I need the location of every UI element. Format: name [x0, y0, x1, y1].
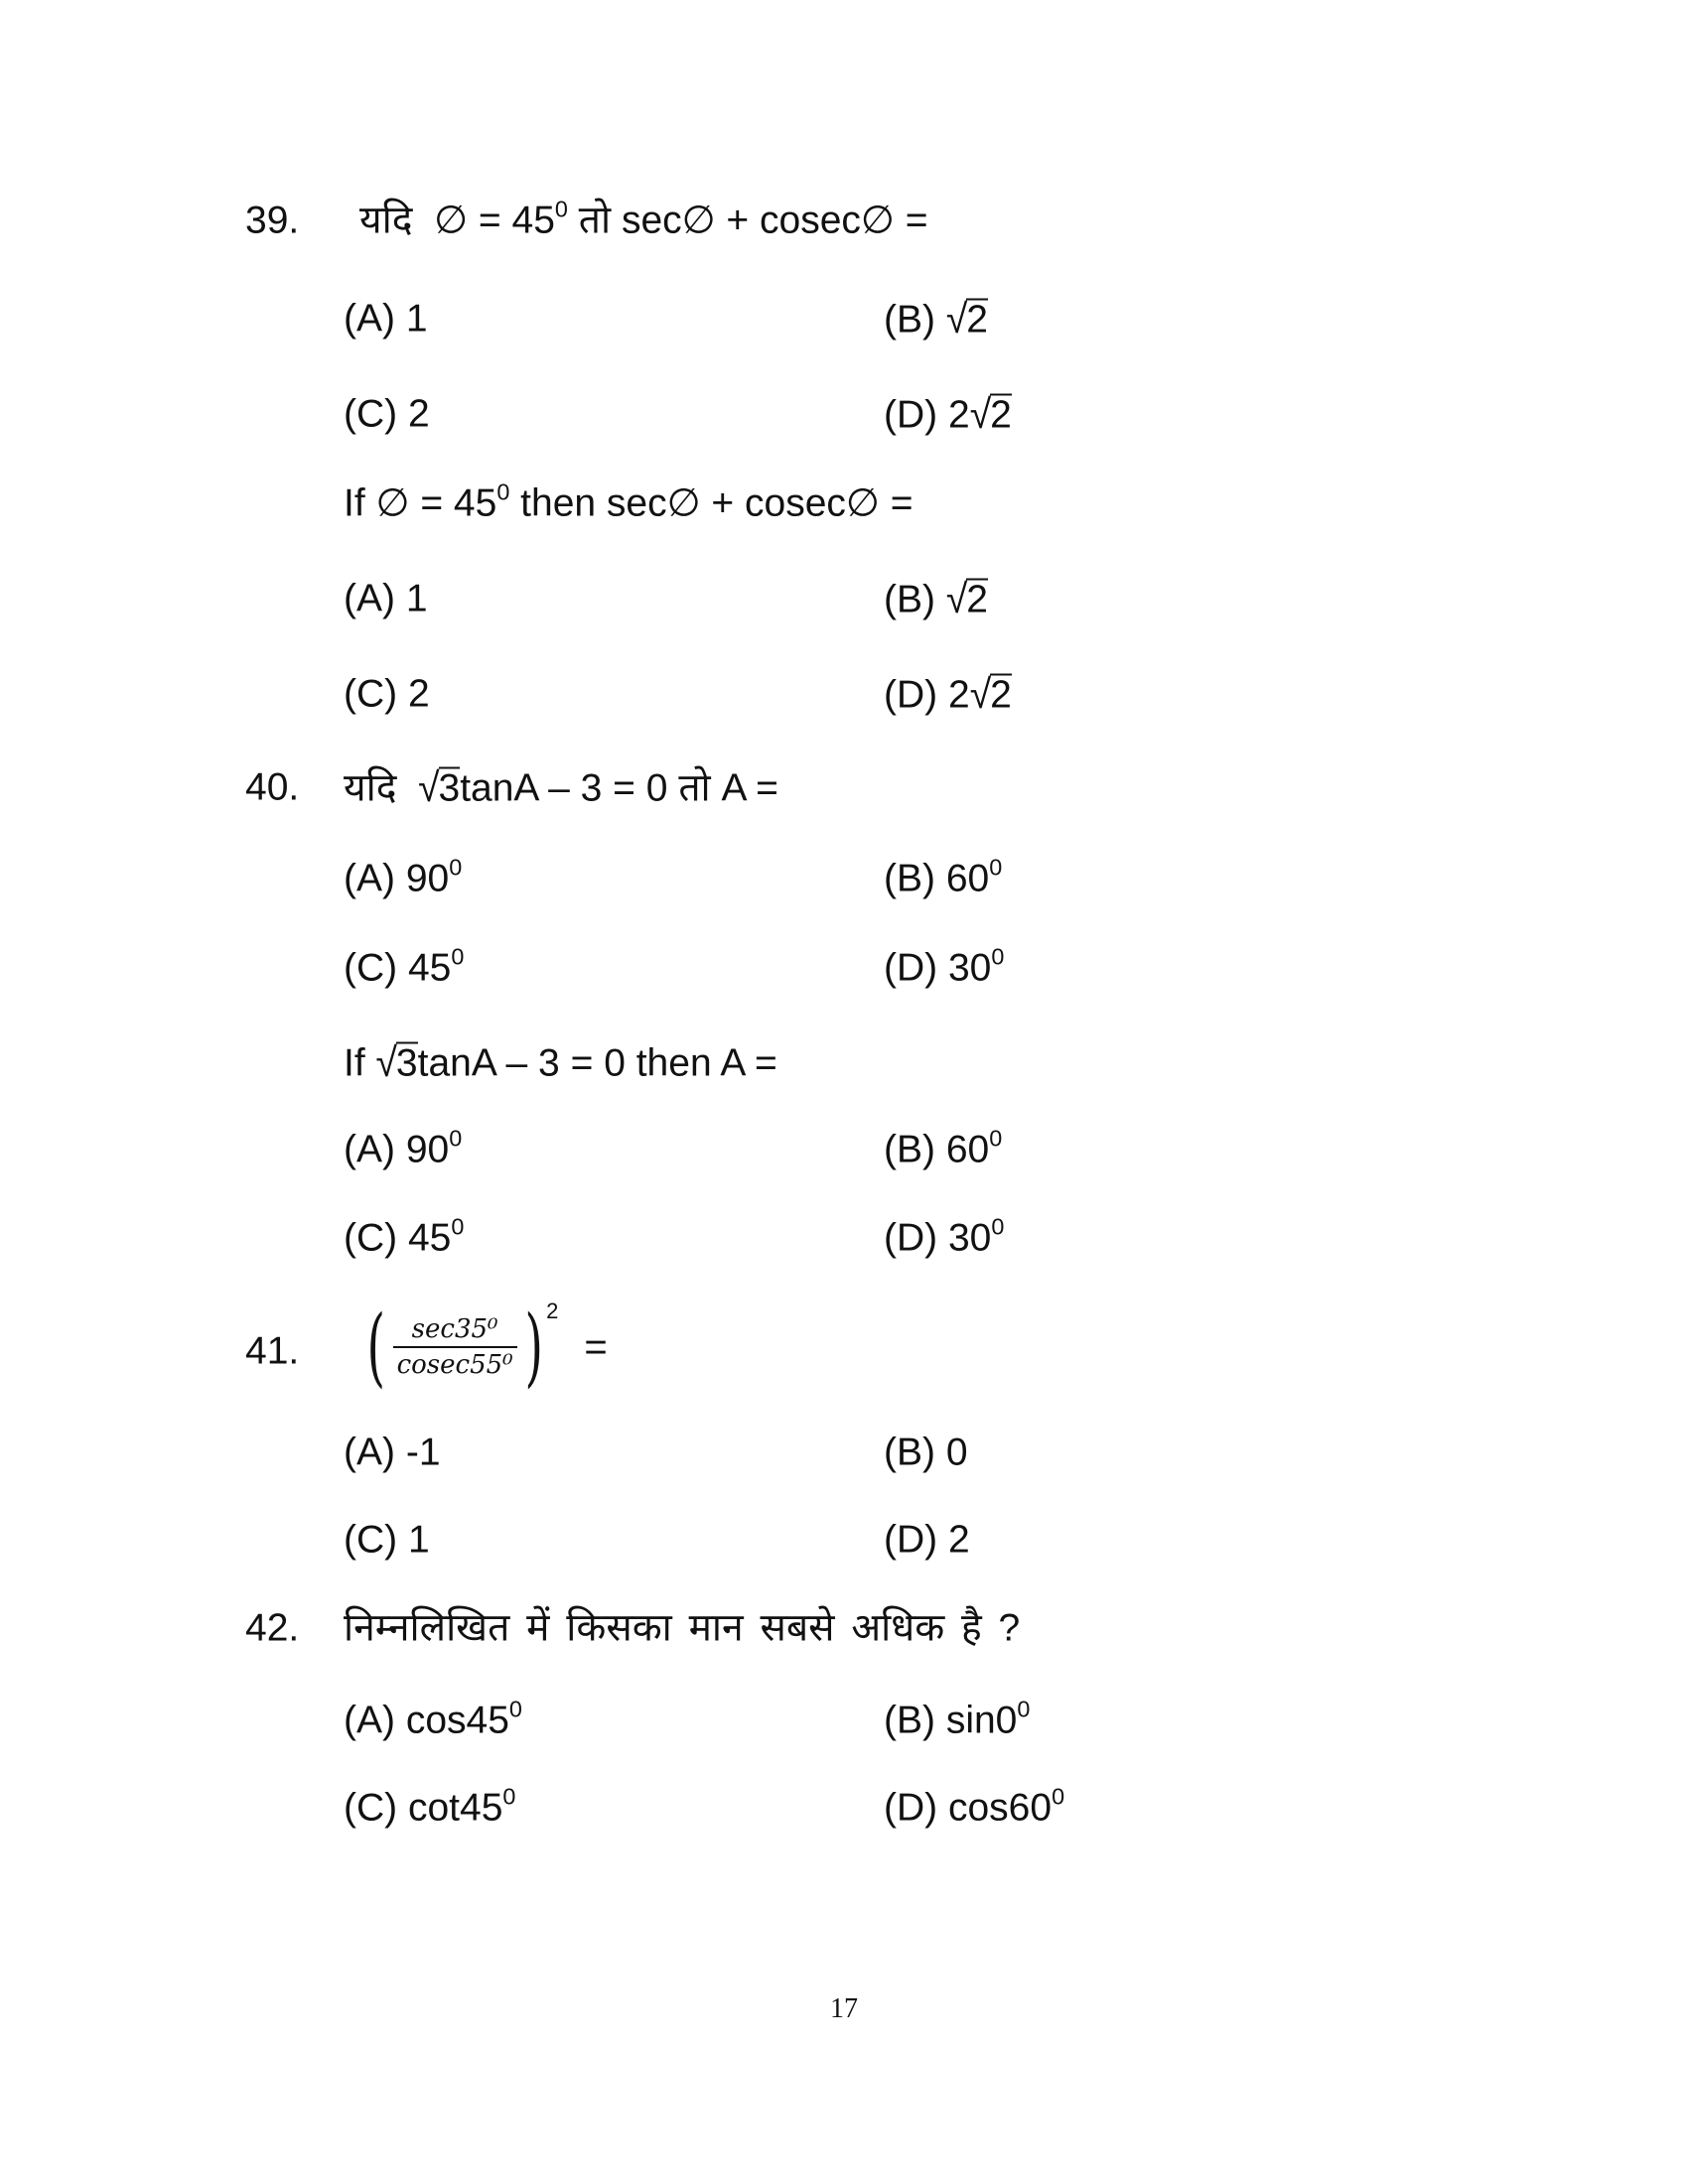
option-value: cos60	[947, 1786, 1053, 1830]
option-c[interactable]	[344, 1783, 516, 1830]
option-coef: 2	[947, 673, 970, 717]
fraction	[393, 1314, 517, 1380]
option-d[interactable]	[884, 1213, 1005, 1260]
option-label: (D)	[884, 1518, 948, 1562]
option-b[interactable]	[884, 1433, 968, 1472]
option-label: (C)	[344, 392, 408, 436]
option-a[interactable]	[344, 854, 463, 900]
option-value: -1	[405, 1431, 441, 1474]
option-d[interactable]	[884, 943, 1005, 990]
option-label: (D)	[884, 673, 948, 717]
question-number: 41.	[245, 1329, 300, 1373]
question-stem-hindi	[344, 765, 778, 811]
left-paren: (	[366, 1297, 386, 1397]
option-value: 2	[407, 672, 430, 716]
degree-sup: 0	[496, 478, 510, 505]
option-label: (B)	[884, 1431, 946, 1474]
question-number: 42.	[245, 1606, 300, 1650]
right-paren: )	[524, 1297, 543, 1397]
option-value: sin0	[945, 1699, 1018, 1742]
option-value: 60	[945, 1128, 990, 1171]
option-label: (C)	[344, 1786, 408, 1830]
option-c[interactable]	[344, 943, 465, 990]
option-label: (B)	[884, 578, 946, 621]
question-number: 40.	[245, 765, 300, 809]
stem-suffix: tanA – 3 = 0 तो A =	[460, 766, 778, 810]
stem-prefix: यदि	[344, 766, 408, 810]
degree-sup: 0	[449, 1125, 463, 1152]
degree-sup: 0	[451, 943, 465, 970]
stem-prefix: If ∅ = 45	[344, 481, 497, 525]
question-number: 39.	[245, 199, 300, 242]
option-a[interactable]	[344, 1433, 441, 1472]
stem-suffix: तो sec∅ + cosec∅ =	[567, 199, 928, 242]
sqrt-icon: √2	[945, 297, 988, 342]
option-c[interactable]	[344, 672, 430, 716]
option-a[interactable]	[344, 1696, 522, 1742]
option-b[interactable]	[884, 854, 1003, 900]
option-value: 0	[945, 1431, 968, 1474]
stem-suffix: tanA – 3 = 0 then A =	[417, 1041, 777, 1085]
option-value: 90	[405, 1128, 450, 1171]
option-d[interactable]	[884, 1783, 1065, 1830]
option-a[interactable]	[344, 297, 428, 341]
option-value: 30	[947, 946, 992, 990]
option-c[interactable]	[344, 392, 430, 436]
exponent: 2	[546, 1298, 559, 1323]
option-label: (D)	[884, 946, 948, 990]
option-label: (A)	[344, 577, 406, 620]
question-stem-english	[344, 1040, 777, 1086]
option-label: (C)	[344, 946, 408, 990]
sqrt-icon: √2	[969, 392, 1012, 438]
sqrt-icon: √2	[969, 672, 1012, 718]
sqrt-icon: √3	[375, 1040, 418, 1086]
option-value: 2	[407, 392, 430, 436]
option-value: 60	[945, 857, 990, 900]
question-stem-english	[344, 478, 914, 525]
option-d[interactable]	[884, 672, 1012, 718]
option-value: 1	[407, 1518, 430, 1562]
option-label: (D)	[884, 1786, 948, 1830]
option-b[interactable]	[884, 299, 988, 340]
option-a[interactable]	[344, 577, 428, 620]
stem-prefix: If	[344, 1041, 376, 1085]
option-label: (A)	[344, 1431, 406, 1474]
option-value: 90	[405, 857, 450, 900]
option-value: cos45	[405, 1699, 509, 1742]
degree-sup: 0	[1017, 1696, 1031, 1722]
option-label: (D)	[884, 393, 948, 437]
degree-sup: 0	[502, 1783, 516, 1810]
option-a[interactable]	[344, 1125, 463, 1171]
sqrt-icon: √3	[418, 765, 461, 811]
degree-sup: 0	[554, 196, 568, 222]
option-value: 2	[947, 1518, 970, 1562]
option-coef: 2	[947, 393, 970, 437]
degree-sup: 0	[991, 1213, 1005, 1240]
degree-sup: 0	[449, 854, 463, 881]
degree-sup: 0	[1052, 1783, 1065, 1810]
option-d[interactable]	[884, 1518, 970, 1562]
page-number: 17	[830, 1993, 858, 2024]
option-label: (C)	[344, 1216, 408, 1260]
option-value: 45	[407, 946, 452, 990]
stem-suffix: then sec∅ + cosec∅ =	[509, 481, 914, 525]
degree-sup: 0	[989, 1125, 1003, 1152]
question-stem-hindi: निम्नलिखित में किसका मान सबसे अधिक है ?	[344, 1606, 1021, 1650]
denominator: cosec55⁰	[393, 1346, 517, 1380]
fraction-expression	[359, 1297, 608, 1397]
option-value: cot45	[407, 1786, 503, 1830]
option-value: 1	[405, 297, 428, 341]
option-value: 30	[947, 1216, 992, 1260]
option-label: (A)	[344, 857, 406, 900]
option-c[interactable]	[344, 1518, 430, 1562]
option-label: (A)	[344, 1699, 406, 1742]
option-b[interactable]	[884, 1696, 1031, 1742]
numerator: sec35⁰	[411, 1314, 498, 1344]
equals-sign: =	[584, 1324, 608, 1369]
stem-math: ∅ = 45	[434, 199, 555, 242]
question-stem-hindi	[359, 196, 928, 242]
degree-sup: 0	[989, 854, 1003, 881]
option-label: (C)	[344, 1518, 408, 1562]
option-label: (A)	[344, 1128, 406, 1171]
option-label: (B)	[884, 1699, 946, 1742]
stem-prefix: यदि	[359, 199, 413, 242]
option-value: 45	[407, 1216, 452, 1260]
option-label: (D)	[884, 1216, 948, 1260]
option-b[interactable]	[884, 577, 988, 622]
degree-sup: 0	[508, 1696, 522, 1722]
option-b[interactable]	[884, 1125, 1003, 1171]
option-label: (C)	[344, 672, 408, 716]
option-d[interactable]	[884, 392, 1012, 438]
option-label: (B)	[884, 298, 946, 341]
sqrt-icon: √2	[945, 577, 988, 622]
option-label: (B)	[884, 857, 946, 900]
option-value: 1	[405, 577, 428, 620]
degree-sup: 0	[451, 1213, 465, 1240]
option-c[interactable]	[344, 1213, 465, 1260]
option-label: (B)	[884, 1128, 946, 1171]
option-label: (A)	[344, 297, 406, 341]
degree-sup: 0	[991, 943, 1005, 970]
